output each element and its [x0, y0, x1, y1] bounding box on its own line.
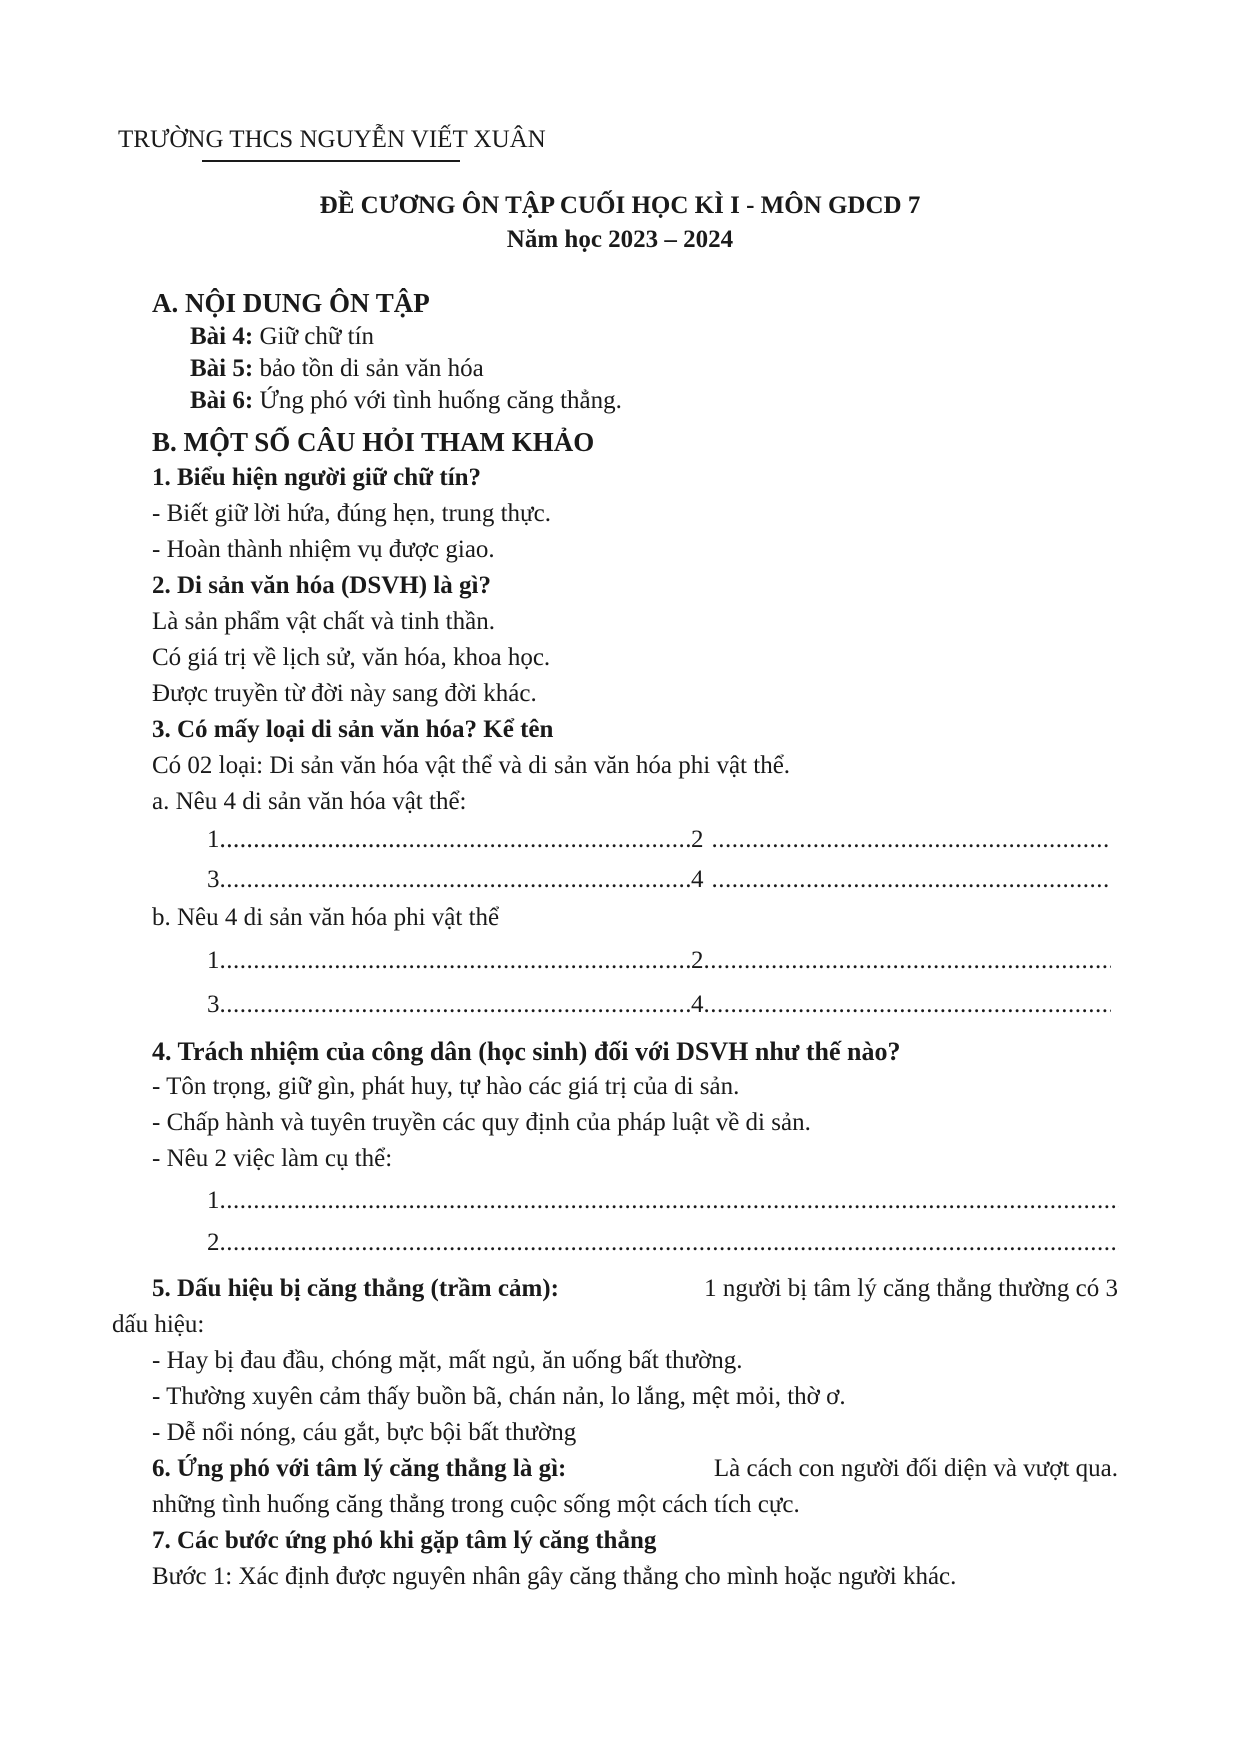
section-b-heading: B. MỘT SỐ CÂU HỎI THAM KHẢO — [152, 427, 595, 457]
lesson-item — [190, 386, 622, 416]
lesson-label: Bài 5: — [190, 355, 254, 382]
dotted-fill — [220, 825, 692, 855]
question-text-continued: dấu hiệu: — [112, 1311, 205, 1338]
dotted-fill — [704, 990, 1112, 1020]
answer-line: - Tôn trọng, giữ gìn, phát huy, tự hào các giá trị của di sản. — [152, 1073, 740, 1100]
question-title: 7. Các bước ứng phó khi gặp tâm lý căng thẳng — [152, 1527, 657, 1554]
answer-line: - Hay bị đau đầu, chóng mặt, mất ngủ, ăn uống bất thường. — [152, 1347, 743, 1374]
dotted-fill — [220, 990, 692, 1020]
sub-question: a. Nêu 4 di sản văn hóa vật thể: — [152, 788, 467, 815]
blank-line — [691, 865, 1111, 895]
question-title: Dấu hiệu bị căng thẳng (trầm cảm): — [170, 1275, 559, 1302]
question-title: 4. Trách nhiệm của công dân (học sinh) đối với DSVH như thế nào? — [152, 1037, 901, 1066]
answer-line: - Thường xuyên cảm thấy buồn bã, chán nản, lo lắng, mệt mỏi, thờ ơ. — [152, 1383, 846, 1410]
answer-line: - Dễ nổi nóng, cáu gắt, bực bội bất thường — [152, 1419, 577, 1446]
dotted-fill — [220, 946, 692, 976]
question-title: 2. Di sản văn hóa (DSVH) là gì? — [152, 572, 491, 599]
blank-number: 2 — [691, 947, 704, 974]
document-title: ĐỀ CƯƠNG ÔN TẬP CUỐI HỌC KÌ I - MÔN GDCD 7 — [319, 192, 921, 219]
answer-line: Có giá trị về lịch sử, văn hóa, khoa học. — [152, 644, 551, 671]
question-line — [152, 1454, 1118, 1484]
dotted-fill — [704, 946, 1112, 976]
lesson-item — [190, 322, 374, 352]
school-name-underline — [202, 160, 460, 162]
lesson-text: bảo tồn di sản văn hóa — [253, 355, 484, 382]
answer-line: - Nêu 2 việc làm cụ thể: — [152, 1145, 393, 1172]
question-text-continued: những tình huống căng thẳng trong cuộc sống một cách tích cực. — [152, 1491, 800, 1518]
blank-line — [207, 865, 691, 895]
blank-number: 3 — [207, 866, 220, 893]
answer-line: Có 02 loại: Di sản văn hóa vật thể và di sản văn hóa phi vật thể. — [152, 752, 791, 779]
lesson-text: Ứng phó với tình huống căng thẳng. — [253, 387, 622, 414]
blank-number: 4 — [691, 991, 704, 1018]
blank-line — [207, 1186, 1119, 1216]
blank-number: 3 — [207, 991, 220, 1018]
question-text: 1 người bị tâm lý căng thẳng thường có 3 — [704, 1275, 1118, 1302]
blank-line — [691, 946, 1111, 976]
dotted-fill — [220, 865, 692, 895]
answer-line: - Hoàn thành nhiệm vụ được giao. — [152, 536, 495, 563]
lesson-label: Bài 6: — [190, 387, 254, 414]
answer-line: - Biết giữ lời hứa, đúng hẹn, trung thực. — [152, 500, 551, 527]
question-line — [152, 1274, 1118, 1304]
blank-number: 4 — [691, 866, 704, 893]
blank-line — [207, 990, 691, 1020]
blank-number: 2 — [691, 826, 704, 853]
blank-number: 1 — [207, 1187, 220, 1214]
question-title: 3. Có mấy loại di sản văn hóa? Kể tên — [152, 716, 554, 743]
answer-line: Bước 1: Xác định được nguyên nhân gây căng thẳng cho mình hoặc người khác. — [152, 1563, 957, 1590]
question-text: Là cách con người đối diện và vượt qua. — [713, 1455, 1118, 1482]
blank-number: 1 — [207, 947, 220, 974]
question-number: 5. — [152, 1275, 171, 1302]
blank-number: 2 — [207, 1229, 220, 1256]
dotted-fill — [220, 1228, 1120, 1258]
answer-line: - Chấp hành và tuyên truyền các quy định của pháp luật về di sản. — [152, 1109, 811, 1136]
blank-line — [207, 1228, 1119, 1258]
blank-line — [207, 946, 691, 976]
question-title: 1. Biểu hiện người giữ chữ tín? — [152, 464, 482, 491]
lesson-text: Giữ chữ tín — [253, 323, 375, 350]
answer-line: Được truyền từ đời này sang đời khác. — [152, 680, 537, 707]
answer-line: Là sản phẩm vật chất và tinh thần. — [152, 608, 495, 635]
lesson-label: Bài 4: — [190, 323, 254, 350]
question-title: 6. Ứng phó với tâm lý căng thẳng là gì: — [152, 1455, 567, 1482]
dotted-fill — [712, 825, 1112, 855]
school-name: TRƯỜNG THCS NGUYỄN VIẾT XUÂN — [118, 126, 546, 153]
school-year: Năm học 2023 – 2024 — [506, 226, 734, 253]
blank-line — [691, 825, 1111, 855]
dotted-fill — [712, 865, 1112, 895]
dotted-fill — [220, 1186, 1120, 1216]
blank-line — [691, 990, 1111, 1020]
sub-question: b. Nêu 4 di sản văn hóa phi vật thể — [152, 904, 500, 931]
lesson-item — [190, 354, 484, 384]
section-a-heading: A. NỘI DUNG ÔN TẬP — [152, 288, 430, 318]
blank-number: 1 — [207, 826, 220, 853]
blank-line — [207, 825, 691, 855]
